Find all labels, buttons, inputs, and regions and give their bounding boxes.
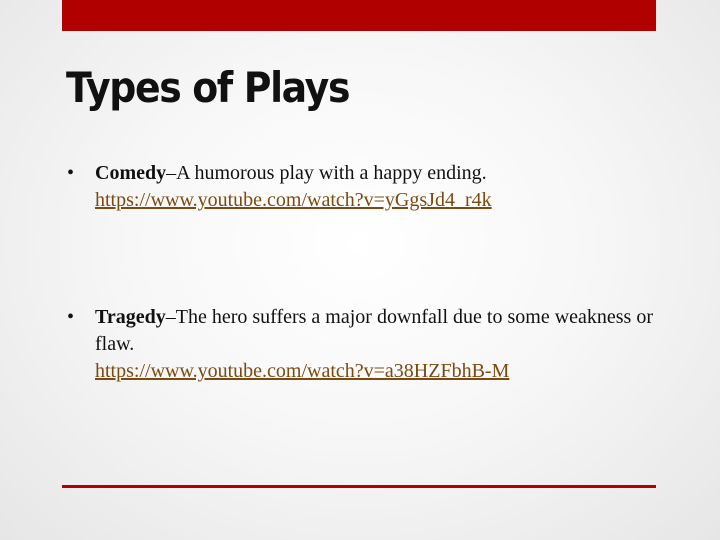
top-accent-bar: [62, 0, 656, 31]
bullet-item-comedy: [67, 160, 675, 214]
bullet-icon: •: [67, 162, 75, 184]
bullet-item-tragedy: [67, 304, 675, 385]
bottom-divider-line: [62, 485, 656, 488]
term-tragedy: Tragedy: [95, 306, 166, 328]
definition-comedy: A humorous play with a happy ending.: [176, 162, 487, 184]
definition-tragedy: The hero suffers a major downfall due to some weakness or flaw.: [95, 306, 653, 355]
term-separator: –: [165, 306, 176, 328]
term-comedy: Comedy: [95, 162, 167, 184]
link-comedy-video[interactable]: https://www.youtube.com/watch?v=yGgsJd4_r4k: [95, 189, 492, 211]
bullet-list: [67, 160, 675, 385]
slide-title: Types of Plays: [66, 63, 350, 112]
link-tragedy-video[interactable]: https://www.youtube.com/watch?v=a38HZFbhB-M: [95, 360, 510, 382]
bullet-icon: •: [67, 306, 75, 328]
term-separator: –: [166, 162, 177, 184]
